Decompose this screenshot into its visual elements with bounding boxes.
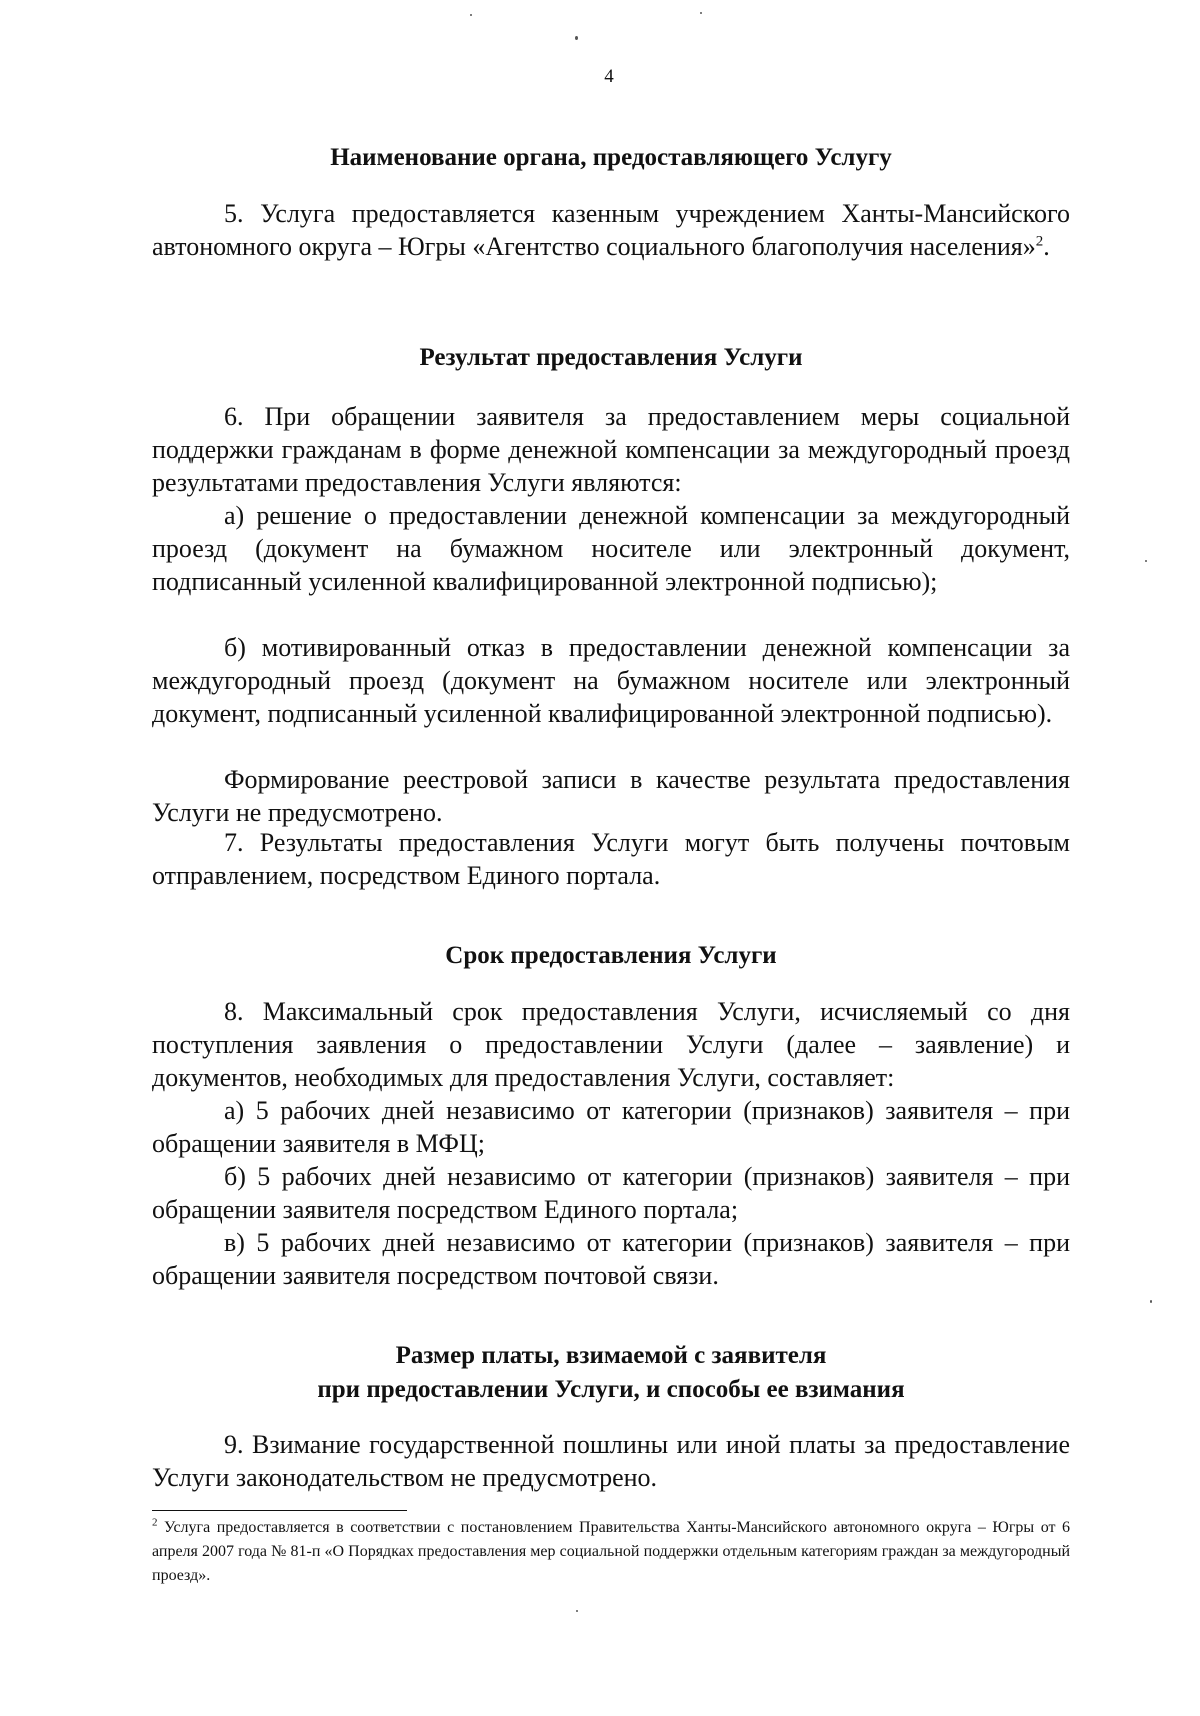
section-heading-authority: Наименование органа, предоставляющего Услугу xyxy=(330,144,892,171)
paragraph-8a: а) 5 рабочих дней независимо от категории (признаков) заявителя – при обращении заявителя в МФЦ; xyxy=(152,1096,1070,1158)
section-heading-fee-line-1: Размер платы, взимаемой с заявителя xyxy=(395,1342,827,1369)
scan-speck xyxy=(576,1610,578,1612)
paragraph-6b: б) мотивированный отказ в предоставлении денежной компенсации за междугородный проезд (документ на бумажном носителе или электронный документ, подписанный усиленной квалифицированной электронной подписью). xyxy=(152,633,1070,728)
paragraph-8c: в) 5 рабочих дней независимо от категории (признаков) заявителя – при обращении заявителя посредством почтовой связи. xyxy=(152,1228,1070,1290)
page-number: 4 xyxy=(604,66,614,87)
paragraph-6a: а) решение о предоставлении денежной компенсации за междугородный проезд (документ на бумажном носителе или электронный документ, подписанный усиленной квалифицированной электронной подписью); xyxy=(152,501,1070,596)
footnote-reference: 2 xyxy=(1035,233,1044,250)
paragraph-9: 9. Взимание государственной пошлины или иной платы за предоставление Услуги законодательством не предусмотрено. xyxy=(152,1430,1070,1492)
section-heading-fee xyxy=(152,1339,1070,1407)
scan-speck xyxy=(1150,1300,1152,1303)
paragraph-5-tail: . xyxy=(1043,232,1050,261)
scan-speck xyxy=(470,14,472,16)
footnote-separator xyxy=(152,1510,407,1511)
footnote xyxy=(152,1516,1070,1588)
section-heading-fee-line-2: при предоставлении Услуги, и способы ее взимания xyxy=(317,1376,905,1403)
scan-speck xyxy=(700,12,702,14)
section-heading-term: Срок предоставления Услуги xyxy=(445,942,777,969)
scan-speck xyxy=(1145,560,1147,562)
section-heading-result: Результат предоставления Услуги xyxy=(419,344,803,371)
paragraph-7: 7. Результаты предоставления Услуги могут быть получены почтовым отправлением, посредством Единого портала. xyxy=(152,828,1070,890)
paragraph-5 xyxy=(152,197,1070,263)
scan-speck xyxy=(575,36,578,40)
footnote-marker: 2 xyxy=(152,1516,158,1529)
paragraph-5-text: 5. Услуга предоставляется казенным учреждением Ханты-Мансийского автономного округа – Югры «Агентство социального благополучия населения» xyxy=(152,199,1070,261)
paragraph-8b: б) 5 рабочих дней независимо от категории (признаков) заявителя – при обращении заявителя посредством Единого портала; xyxy=(152,1162,1070,1224)
footnote-text: Услуга предоставляется в соответствии с постановлением Правительства Ханты-Мансийского автономного округа – Югры от 6 апреля 2007 года № 81-п «О Порядках предоставления мер социальной поддержки отдельным категориям граждан за междугородный проезд». xyxy=(152,1519,1071,1584)
paragraph-8: 8. Максимальный срок предоставления Услуги, исчисляемый со дня поступления заявления о предоставлении Услуги (далее – заявление) и документов, необходимых для предоставления Услуги, составляет: xyxy=(152,997,1070,1092)
paragraph-6: 6. При обращении заявителя за предоставлением меры социальной поддержки гражданам в форме денежной компенсации за междугородный проезд результатами предоставления Услуги являются: xyxy=(152,402,1070,497)
paragraph-registry: Формирование реестровой записи в качестве результата предоставления Услуги не предусмотрено. xyxy=(152,765,1070,827)
